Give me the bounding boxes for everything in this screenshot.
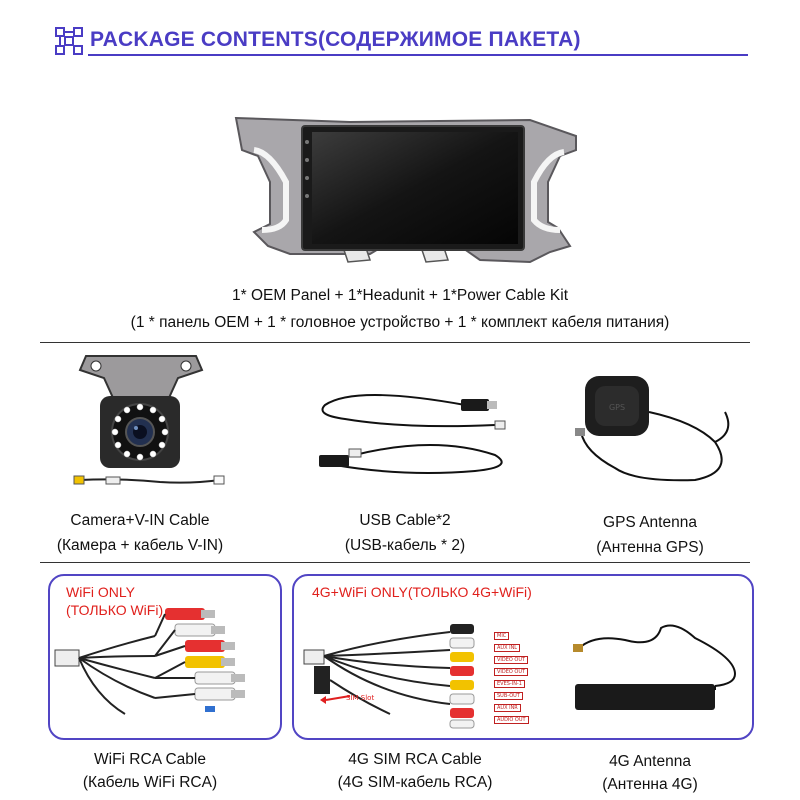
gps-caption-ru: (Антенна GPS) (596, 539, 704, 556)
wifi-rca-caption-ru: (Кабель WiFi RCA) (82, 774, 218, 791)
sim-rca-caption-ru: (4G SIM-кабель RCA) (337, 774, 493, 791)
cable-label: MIC (494, 632, 509, 640)
cable-label: EVES-IN-1 (494, 680, 525, 688)
wifi-only-tag-line1: WiFi ONLY (66, 584, 135, 600)
usb-caption-en: USB Cable*2 (359, 512, 451, 529)
usb-caption-ru: (USB-кабель * 2) (344, 537, 466, 554)
svg-text:GPS: GPS (608, 403, 626, 412)
page-title: PACKAGE CONTENTS(СОДЕРЖИМОЕ ПАКЕТА) (90, 28, 581, 51)
headunit-caption-ru: (1 * панель OEM + 1 * головное устройство + 1 * комплект кабеля питания) (130, 314, 670, 331)
cable-label: VIDEO OUT (494, 656, 528, 664)
sim-slot-label: SIM Slot (346, 694, 375, 702)
gps-caption-en: GPS Antenna (603, 514, 697, 531)
section-divider (40, 342, 750, 343)
headunit-panel-image (230, 112, 590, 282)
camera-image (60, 350, 260, 500)
section-divider-2 (40, 562, 750, 563)
antenna-4g-image (565, 624, 755, 734)
wifi-rca-cable-image (55, 606, 255, 726)
sim-rca-caption-en: 4G SIM RCA Cable (348, 751, 482, 768)
cable-label: SUB-OUT (494, 692, 523, 700)
cable-label: VIDEO OUT (494, 668, 528, 676)
usb-cable-image (315, 385, 515, 495)
camera-caption-ru: (Камера + кабель V-IN) (56, 537, 224, 554)
cable-label: AUX INR (494, 704, 521, 712)
lte-wifi-tag: 4G+WiFi ONLY(ТОЛЬКО 4G+WiFi) (312, 584, 532, 600)
page-header (48, 22, 748, 58)
antenna-4g-caption-en: 4G Antenna (609, 753, 691, 770)
headunit-caption-en: 1* OEM Panel + 1*Headunit + 1*Power Cable Kit (231, 287, 569, 304)
camera-caption-en: Camera+V-IN Cable (70, 512, 210, 529)
cable-label: AUDIO OUT (494, 716, 529, 724)
wifi-rca-caption-en: WiFi RCA Cable (94, 751, 206, 768)
wifi-only-tag-line2: (ТОЛЬКО WiFi) (66, 602, 164, 618)
title-underline (88, 54, 748, 56)
gps-antenna-image (575, 372, 745, 502)
antenna-4g-caption-ru: (Антенна 4G) (602, 776, 698, 793)
cable-label: AUX INL (494, 644, 520, 652)
grid-nodes-icon (54, 26, 84, 56)
